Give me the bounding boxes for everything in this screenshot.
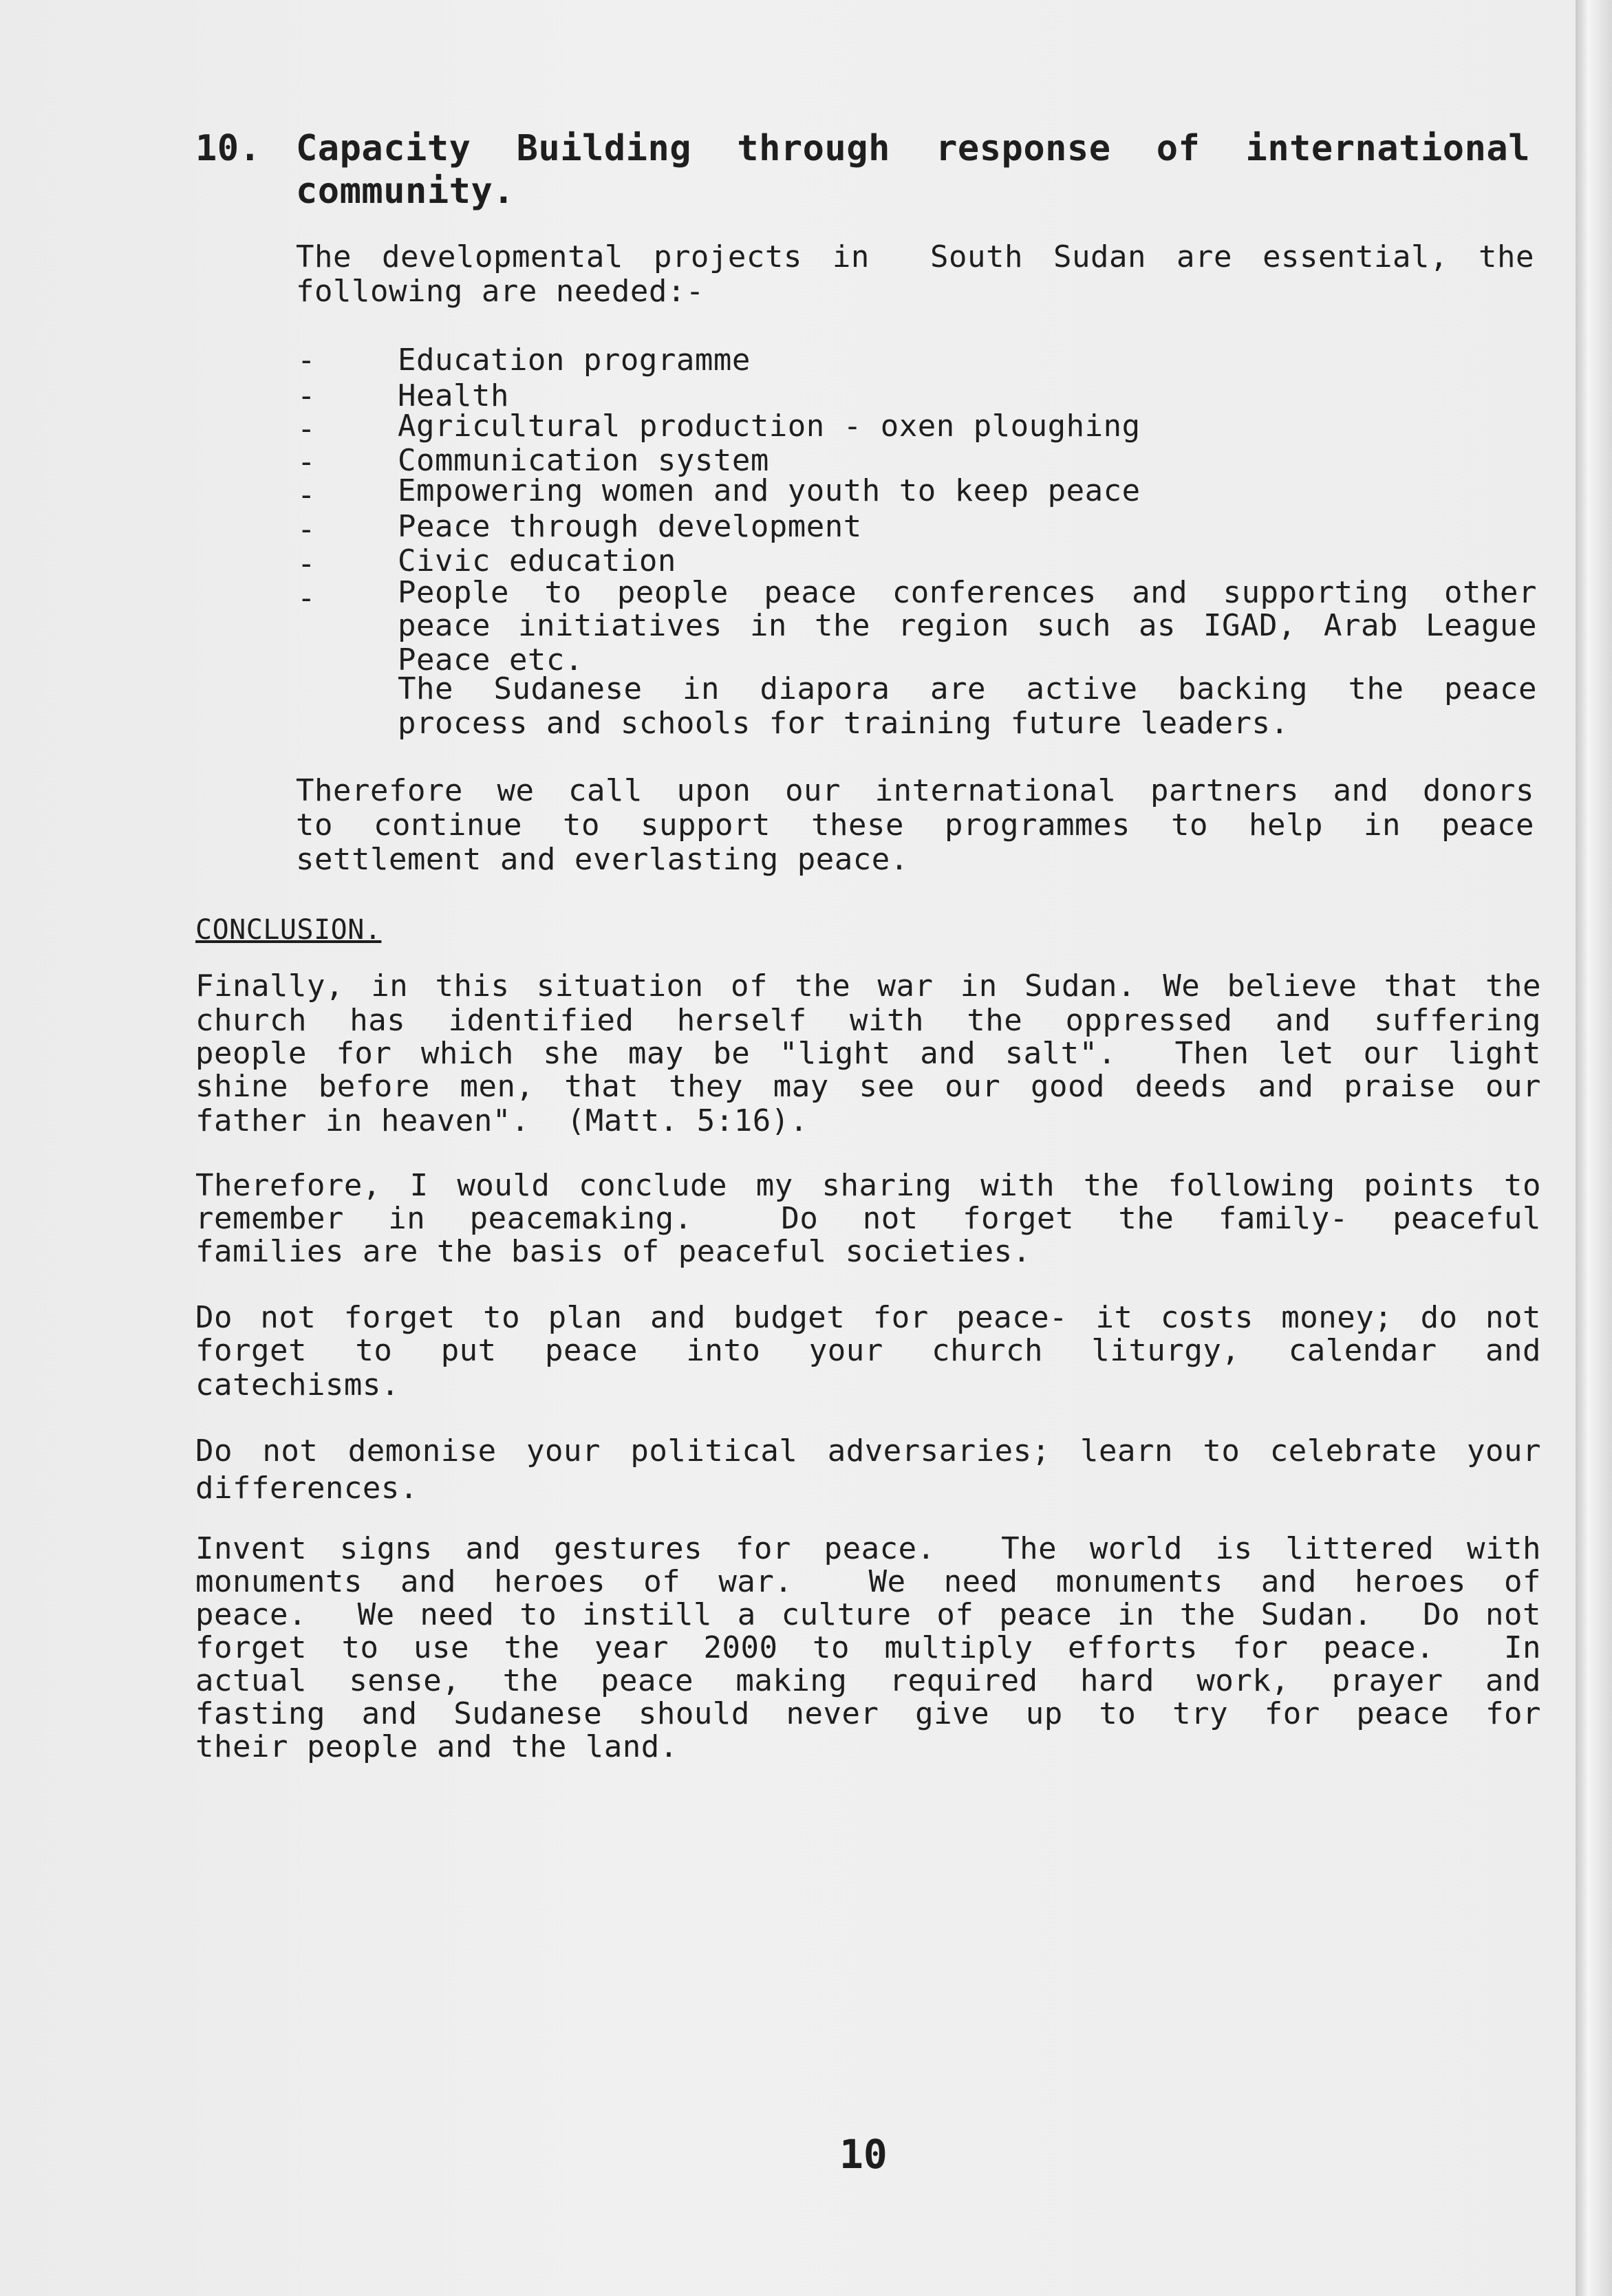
list-bullet: - xyxy=(297,444,316,479)
list-item-continuation: process and schools for training future leaders. xyxy=(398,706,1289,741)
call-line-2: to continue to support these programmes to help in peace xyxy=(296,808,1534,843)
list-bullet: - xyxy=(297,343,316,378)
list-item: Health xyxy=(398,378,509,413)
section-number: 10. xyxy=(195,128,261,169)
list-item: Communication system xyxy=(398,443,769,478)
paragraph-line: their people and the land. xyxy=(195,1729,678,1764)
paragraph-line: remember in peacemaking. Do not forget the family- peaceful xyxy=(195,1201,1541,1236)
list-bullet: - xyxy=(297,546,316,581)
page-number: 10 xyxy=(839,2131,888,2178)
section-title-line-1: Capacity Building through response of international xyxy=(296,128,1530,169)
conclusion-heading: CONCLUSION. xyxy=(195,914,382,946)
list-item: Education programme xyxy=(398,343,751,378)
list-item: Agricultural production - oxen ploughing xyxy=(398,409,1141,444)
list-bullet: - xyxy=(297,411,316,446)
section-title-line-2: community. xyxy=(296,171,515,212)
intro-line-2: following are needed:- xyxy=(296,274,705,309)
list-item-continuation: peace initiatives in the region such as IGAD, Arab League xyxy=(398,608,1537,643)
list-bullet: - xyxy=(297,477,316,512)
list-item-continuation: The Sudanese in diapora are active backing the peace xyxy=(398,671,1537,706)
paragraph-line: peace. We need to instill a culture of peace in the Sudan. Do not xyxy=(195,1597,1541,1632)
paragraph-line: differences. xyxy=(195,1471,418,1506)
list-item: Empowering women and youth to keep peace xyxy=(398,473,1141,508)
list-item-continuation: Peace etc. xyxy=(398,642,583,678)
paragraph-line: catechisms. xyxy=(195,1367,400,1402)
intro-line-1: The developmental projects in South Sudan are essential, the xyxy=(296,239,1534,274)
paragraph-line: church has identified herself with the oppressed and suffering xyxy=(195,1003,1541,1038)
paragraph-line: people for which she may be "light and salt". Then let our light xyxy=(195,1036,1541,1071)
page-edge-shadow xyxy=(1576,0,1612,2296)
paragraph-line: actual sense, the peace making required hard work, prayer and xyxy=(195,1663,1541,1698)
list-item: Peace through development xyxy=(398,509,862,544)
call-line-1: Therefore we call upon our international partners and donors xyxy=(296,773,1534,808)
list-item: Civic education xyxy=(398,543,676,578)
paragraph-line: Finally, in this situation of the war in Sudan. We believe that the xyxy=(195,968,1541,1004)
paragraph-line: Do not forget to plan and budget for peace- it costs money; do not xyxy=(195,1300,1541,1335)
paragraph-line: fasting and Sudanese should never give up to try for peace for xyxy=(195,1696,1541,1731)
call-line-3: settlement and everlasting peace. xyxy=(296,842,909,877)
list-item: People to people peace conferences and supporting other xyxy=(398,575,1537,610)
paragraph-line: shine before men, that they may see our good deeds and praise our xyxy=(195,1069,1541,1104)
paragraph-line: monuments and heroes of war. We need monuments and heroes of xyxy=(195,1564,1541,1599)
list-bullet: - xyxy=(297,512,316,547)
paragraph-line: forget to use the year 2000 to multiply efforts for peace. In xyxy=(195,1630,1541,1665)
paragraph-line: Therefore, I would conclude my sharing with the following points to xyxy=(195,1168,1541,1203)
paragraph-line: families are the basis of peaceful societies. xyxy=(195,1234,1031,1269)
list-bullet: - xyxy=(297,581,316,616)
paragraph-line: Do not demonise your political adversaries; learn to celebrate your xyxy=(195,1433,1541,1469)
paragraph-line: forget to put peace into your church liturgy, calendar and xyxy=(195,1333,1541,1368)
list-bullet: - xyxy=(297,378,316,413)
paragraph-line: father in heaven". (Matt. 5:16). xyxy=(195,1103,808,1138)
paragraph-line: Invent signs and gestures for peace. The world is littered with xyxy=(195,1531,1541,1566)
